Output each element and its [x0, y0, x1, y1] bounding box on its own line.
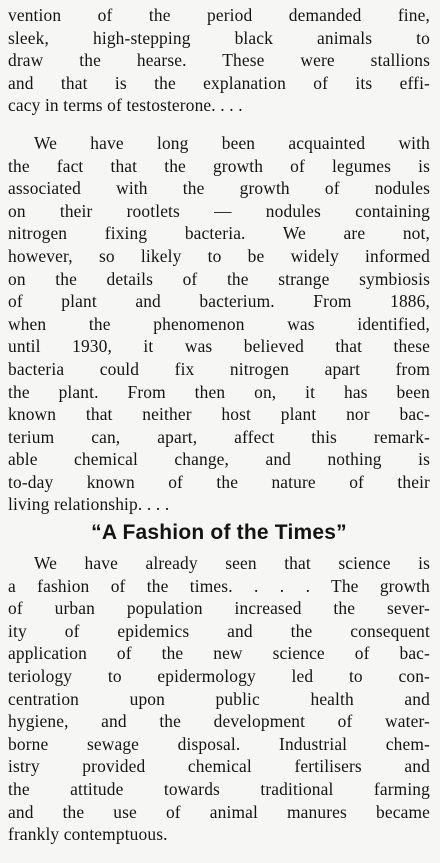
text-line: nitrogen fixing bacteria. We are not, — [8, 223, 430, 244]
paragraph-3 — [8, 552, 430, 846]
text-line: istry provided chemical fertilisers and — [8, 756, 430, 777]
text-line: draw the hearse. These were stallions — [8, 50, 430, 71]
text-line: vention of the period demanded fine, — [8, 5, 430, 25]
text-line: the attitude towards traditional farming — [8, 779, 430, 799]
text-line: sleek, high-stepping black animals to — [8, 27, 430, 48]
text-line: known that neither host plant nor bac- — [8, 404, 430, 425]
section-heading: “A Fashion of the Times” — [91, 521, 347, 545]
text-line: borne sewage disposal. Industrial chem- — [8, 733, 430, 754]
text-line: hygiene, and the development of water- — [8, 711, 430, 732]
text-line: We have already seen that science is — [34, 553, 430, 574]
text-line: and the use of animal manures became — [8, 801, 430, 822]
paragraph-1 — [8, 4, 430, 117]
text-line: the plant. From then on, it has been — [8, 381, 430, 402]
paragraph-2 — [8, 132, 430, 516]
text-line: and that is the explanation of its effi- — [8, 72, 430, 93]
text-line: teriology to epidermology led to con- — [8, 666, 430, 687]
text-line: terium can, apart, affect this remark- — [8, 426, 430, 447]
text-line: centration upon public health and — [8, 688, 430, 709]
text-line: a fashion of the times. . . . The growth — [8, 575, 430, 596]
text-line: of plant and bacterium. From 1886, — [8, 291, 430, 312]
text-line: on the details of the strange symbiosis — [8, 268, 430, 289]
text-line: We have long been acquainted with — [34, 132, 430, 153]
text-line: able chemical change, and nothing is — [8, 449, 430, 470]
text-line: frankly contemptuous. — [8, 824, 168, 845]
text-line: on their rootlets — nodules containing — [8, 200, 430, 221]
text-line: ity of epidemics and the consequent — [8, 620, 430, 641]
text-line: of urban population increased the sever- — [8, 598, 430, 619]
text-line: cacy in terms of testosterone. . . . — [8, 95, 243, 116]
text-line: to-day known of the nature of their — [8, 471, 430, 492]
text-line: until 1930, it was believed that these — [8, 336, 430, 357]
text-line: bacteria could fix nitrogen apart from — [8, 358, 430, 379]
paragraph-gap — [8, 117, 430, 132]
text-line: associated with the growth of nodules — [8, 178, 430, 199]
text-line: application of the new science of bac- — [8, 643, 430, 664]
text-line: living relationship. . . . — [8, 494, 170, 515]
text-line: the fact that the growth of legumes is — [8, 155, 430, 176]
text-line: when the phenomenon was identified, — [8, 313, 430, 334]
text-line: however, so likely to be widely informed — [8, 245, 430, 266]
